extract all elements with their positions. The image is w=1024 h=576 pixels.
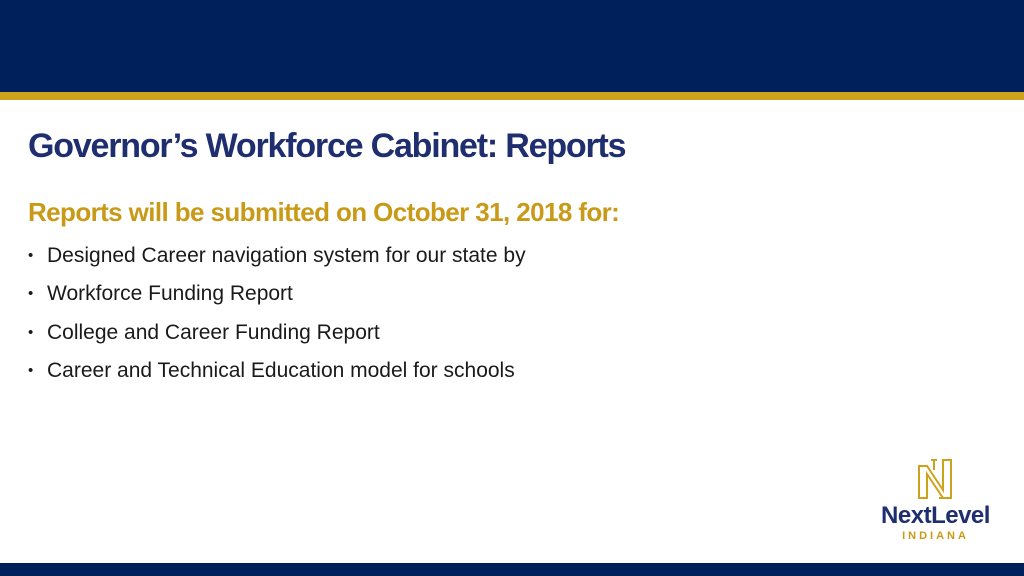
list-item-text: College and Career Funding Report — [47, 320, 380, 344]
list-item — [28, 244, 526, 282]
bullet-icon: • — [28, 323, 34, 341]
list-item — [28, 359, 526, 397]
footer-band — [0, 563, 1024, 576]
logo-subtext: INDIANA — [902, 530, 969, 542]
logo-wordmark: NextLevel — [881, 502, 990, 529]
n-monogram-icon — [915, 458, 955, 500]
list-item-text: Workforce Funding Report — [47, 282, 293, 306]
bullet-icon: • — [28, 247, 34, 264]
slide-title: Governor’s Workforce Cabinet: Reports — [28, 127, 626, 165]
reports-subheading: Reports will be submitted on October 31, 2018 for: — [28, 197, 620, 227]
report-list — [28, 244, 526, 397]
list-item — [28, 282, 526, 320]
bullet-icon: • — [28, 285, 34, 303]
bullet-icon: • — [28, 361, 34, 379]
gold-divider — [0, 92, 1024, 100]
list-item-text: Career and Technical Education model for schools — [47, 358, 515, 382]
nextlevel-indiana-logo — [868, 458, 1003, 546]
header-band — [0, 0, 1024, 92]
list-item — [28, 321, 526, 359]
list-item-text: Designed Career navigation system for our state by — [47, 244, 526, 267]
